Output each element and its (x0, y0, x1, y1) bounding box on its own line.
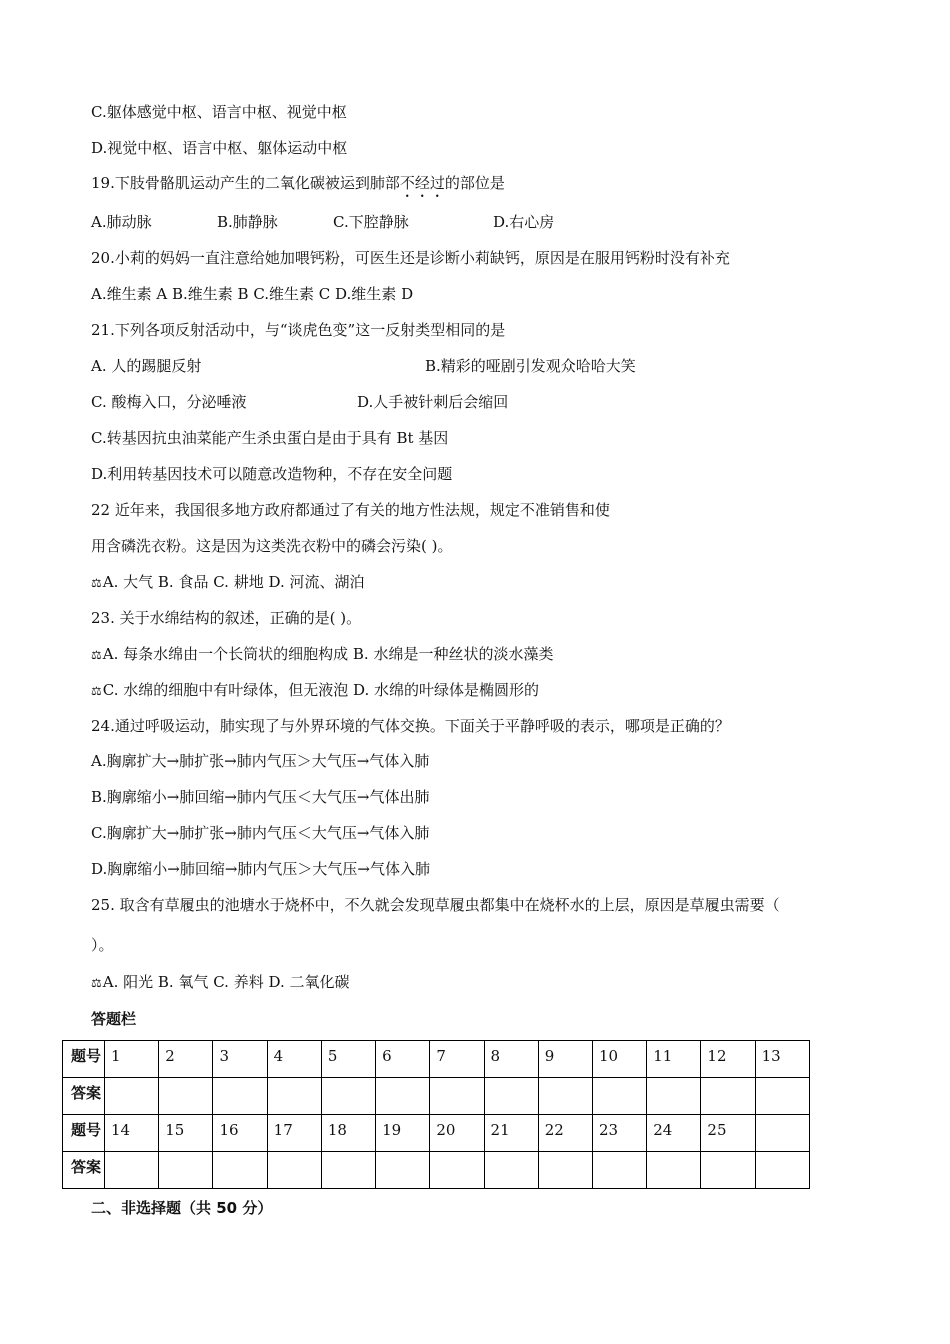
answer-cell[interactable] (213, 1152, 267, 1189)
answer-cell[interactable] (484, 1078, 538, 1115)
q21-option-a: A. 人的踢腿反射 (91, 357, 202, 375)
answer-cell[interactable] (701, 1152, 755, 1189)
table-cell: 7 (430, 1041, 484, 1078)
q25-options-text: A. 阳光 B. 氧气 C. 养料 D. 二氧化碳 (102, 973, 350, 991)
table-cell: 24 (647, 1115, 701, 1152)
q23-options-ab (91, 644, 553, 665)
question-25: 25. 取含有草履虫的池塘水于烧杯中，不久就会发现草履虫都集中在烧杯水的上层，原因是草履虫需要（ (91, 896, 780, 914)
table-row (63, 1041, 810, 1078)
table-cell: 13 (755, 1041, 809, 1078)
answer-cell[interactable] (159, 1152, 213, 1189)
table-cell (755, 1115, 809, 1152)
table-cell: 6 (376, 1041, 430, 1078)
row-header-number: 题号 (63, 1115, 105, 1152)
question-25-cont: ）。 (91, 936, 114, 954)
line-d-option: D.视觉中枢、语言中枢、躯体运动中枢 (91, 139, 348, 157)
q19-option-c: C.下腔静脉 (333, 213, 409, 231)
table-cell: 19 (376, 1115, 430, 1152)
answer-cell[interactable] (647, 1152, 701, 1189)
bullet-icon: ⚖ (91, 684, 102, 698)
table-cell: 3 (213, 1041, 267, 1078)
table-cell: 12 (701, 1041, 755, 1078)
answer-cell[interactable] (321, 1152, 375, 1189)
answer-cell[interactable] (376, 1078, 430, 1115)
q21-option-b: B.精彩的哑剧引发观众哈哈大笑 (425, 357, 636, 375)
q22-options-text: A. 大气 B. 食品 C. 耕地 D. 河流、湖泊 (102, 573, 365, 591)
q24-option-c: C.胸廓扩大→肺扩张→肺内气压＜大气压→气体入肺 (91, 824, 430, 842)
answer-cell[interactable] (376, 1152, 430, 1189)
question-19 (91, 173, 505, 201)
q24-option-a: A.胸廓扩大→肺扩张→肺内气压＞大气压→气体入肺 (91, 752, 430, 770)
question-21: 21.下列各项反射活动中，与“谈虎色变”这一反射类型相同的是 (91, 321, 506, 339)
q19-option-b: B.肺静脉 (217, 213, 278, 231)
line-transgenic-d: D.利用转基因技术可以随意改造物种，不存在安全问题 (91, 465, 453, 483)
q19-options (91, 212, 851, 232)
q23-options-ab-text: A. 每条水绵由一个长筒状的细胞构成 B. 水绵是一种丝状的淡水藻类 (102, 645, 554, 663)
answer-cell[interactable] (592, 1152, 646, 1189)
answer-cell[interactable] (755, 1078, 809, 1115)
table-row (63, 1115, 810, 1152)
table-cell: 10 (592, 1041, 646, 1078)
q23-options-cd-text: C. 水绵的细胞中有叶绿体，但无液泡 D. 水绵的叶绿体是椭圆形的 (102, 681, 540, 699)
q19-text: 19.下肢骨骼肌运动产生的二氧化碳被运到肺部 (91, 174, 400, 192)
q20-options: A.维生素 A B.维生素 B C.维生素 C D.维生素 D (91, 285, 414, 303)
table-cell: 17 (267, 1115, 321, 1152)
q24-option-d: D.胸廓缩小→肺回缩→肺内气压＞大气压→气体入肺 (91, 860, 430, 878)
answer-table (62, 1040, 810, 1189)
q21-options-ab (91, 356, 851, 376)
question-23: 23. 关于水绵结构的叙述，正确的是( )。 (91, 609, 362, 627)
q21-options-cd (91, 392, 851, 412)
question-22-cont: 用含磷洗衣粉。这是因为这类洗衣粉中的磷会污染( )。 (91, 537, 453, 555)
answer-cell[interactable] (484, 1152, 538, 1189)
table-cell: 8 (484, 1041, 538, 1078)
table-cell: 22 (538, 1115, 592, 1152)
q25-options (91, 972, 350, 993)
table-cell: 11 (647, 1041, 701, 1078)
answer-cell[interactable] (267, 1078, 321, 1115)
answer-cell[interactable] (105, 1152, 159, 1189)
answer-cell[interactable] (321, 1078, 375, 1115)
bullet-icon: ⚖ (91, 648, 102, 662)
row-header-answer: 答案 (63, 1078, 105, 1115)
bullet-icon: ⚖ (91, 976, 102, 990)
question-22: 22 近年来，我国很多地方政府都通过了有关的地方性法规，规定不准销售和使 (91, 501, 610, 519)
q19-text-end: 的部位是 (444, 174, 505, 192)
line-c-option: C.躯体感觉中枢、语言中枢、视觉中枢 (91, 103, 347, 121)
question-20: 20.小莉的妈妈一直注意给她加喂钙粉，可医生还是诊断小莉缺钙，原因是在服用钙粉时没有补充 (91, 249, 730, 267)
row-header-number: 题号 (63, 1041, 105, 1078)
table-cell: 23 (592, 1115, 646, 1152)
answer-cell[interactable] (105, 1078, 159, 1115)
table-cell: 2 (159, 1041, 213, 1078)
answer-cell[interactable] (647, 1078, 701, 1115)
q22-options (91, 572, 365, 593)
table-cell: 9 (538, 1041, 592, 1078)
answer-cell[interactable] (430, 1078, 484, 1115)
row-header-answer: 答案 (63, 1152, 105, 1189)
table-cell: 4 (267, 1041, 321, 1078)
q19-option-d: D.右心房 (493, 213, 555, 231)
answer-cell[interactable] (430, 1152, 484, 1189)
bullet-icon: ⚖ (91, 576, 102, 590)
answer-cell[interactable] (755, 1152, 809, 1189)
line-transgenic-c: C.转基因抗虫油菜能产生杀虫蛋白是由于具有 Bt 基因 (91, 429, 449, 447)
q23-options-cd (91, 680, 539, 701)
q21-option-d: D.人手被针刺后会缩回 (357, 393, 509, 411)
table-cell: 18 (321, 1115, 375, 1152)
answer-cell[interactable] (592, 1078, 646, 1115)
q21-option-c: C. 酸梅入口，分泌唾液 (91, 393, 247, 411)
q19-option-a: A.肺动脉 (91, 213, 152, 231)
table-cell: 14 (105, 1115, 159, 1152)
answer-cell[interactable] (701, 1078, 755, 1115)
answer-cell[interactable] (267, 1152, 321, 1189)
table-row (63, 1152, 810, 1189)
question-24: 24.通过呼吸运动，肺实现了与外界环境的气体交换。下面关于平静呼吸的表示，哪项是正确的？ (91, 717, 730, 735)
section-2-heading: 二、非选择题（共 50 分） (91, 1199, 273, 1217)
table-cell: 5 (321, 1041, 375, 1078)
table-cell: 20 (430, 1115, 484, 1152)
table-cell: 16 (213, 1115, 267, 1152)
answer-cell[interactable] (213, 1078, 267, 1115)
answer-cell[interactable] (538, 1152, 592, 1189)
answer-cell[interactable] (538, 1078, 592, 1115)
answer-cell[interactable] (159, 1078, 213, 1115)
table-row (63, 1078, 810, 1115)
q19-emphasis: 不经过 (399, 174, 445, 192)
q24-option-b: B.胸廓缩小→肺回缩→肺内气压＜大气压→气体出肺 (91, 788, 430, 806)
answer-sheet-title: 答题栏 (91, 1010, 137, 1028)
table-cell: 21 (484, 1115, 538, 1152)
table-cell: 1 (105, 1041, 159, 1078)
table-cell: 25 (701, 1115, 755, 1152)
table-cell: 15 (159, 1115, 213, 1152)
